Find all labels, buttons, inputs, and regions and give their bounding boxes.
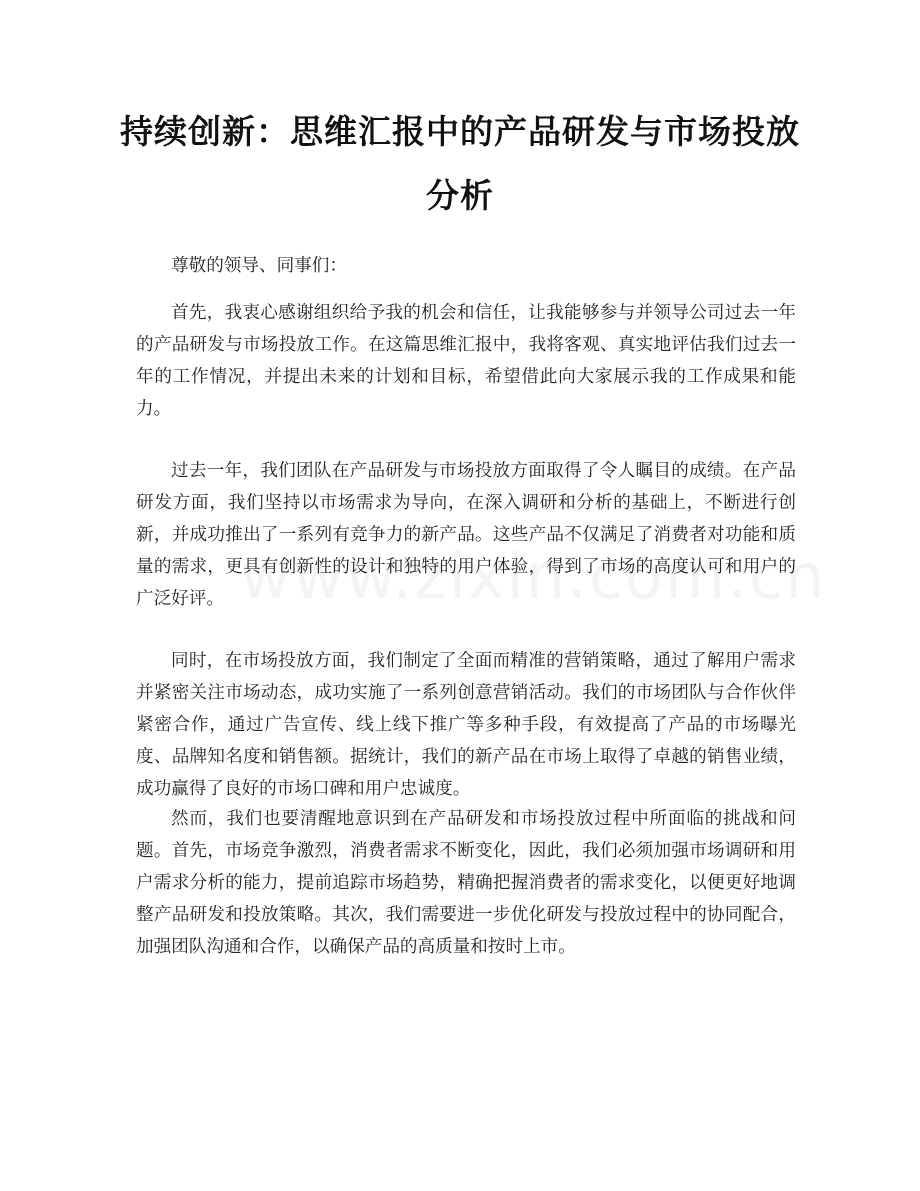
document-title: 持续创新：思维汇报中的产品研发与市场投放分析 bbox=[120, 112, 800, 215]
paragraph-4: 然而，我们也要清醒地意识到在产品研发和市场投放过程中所面临的挑战和问题。首先，市场竞争激烈，消费者需求不断变化，因此，我们必须加强市场调研和用户需求分析的能力，提前追踪市场趋势，精确把握消费者的需求变化，以便更好地调整产品研发和投放策略。其次，我们需要进一步优化研发与投放过程中的协同配合，加强团队沟通和合作，以确保产品的高质量和按时上市。 bbox=[136, 809, 796, 957]
paragraph-3: 同时，在市场投放方面，我们制定了全面而精准的营销策略，通过了解用户需求并紧密关注市场动态，成功实施了一系列创意营销活动。我们的市场团队与合作伙伴紧密合作，通过广告宣传、线上线下推广等多种手段，有效提高了产品的市场曝光度、品牌知名度和销售额。据统计，我们的新产品在市场上取得了卓越的销售业绩，成功赢得了良好的市场口碑和用户忠诚度。 bbox=[136, 651, 796, 799]
paragraph-2: 过去一年，我们团队在产品研发与市场投放方面取得了令人瞩目的成绩。在产品研发方面，我们坚持以市场需求为导向，在深入调研和分析的基础上，不断进行创新，并成功推出了一系列有竞争力的新产品。这些产品不仅满足了消费者对功能和质量的需求，更具有创新性的设计和独特的用户体验，得到了市场的高度认可和用户的广泛好评。 bbox=[136, 461, 796, 609]
greeting: 尊敬的领导、同事们： bbox=[171, 256, 347, 276]
paragraph-1: 首先，我衷心感谢组织给予我的机会和信任，让我能够参与并领导公司过去一年的产品研发与市场投放工作。在这篇思维汇报中，我将客观、真实地评估我们过去一年的工作情况，并提出未来的计划和目标，希望借此向大家展示我的工作成果和能力。 bbox=[136, 303, 796, 419]
